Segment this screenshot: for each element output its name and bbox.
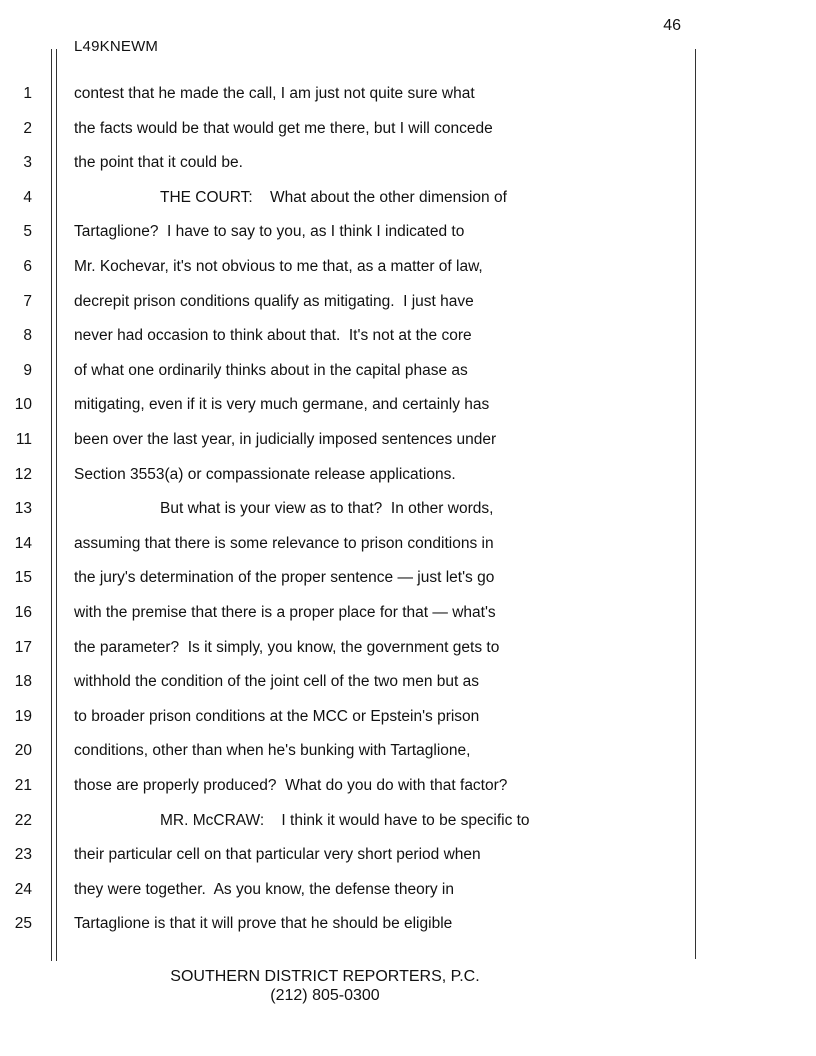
line-number: 6 bbox=[23, 258, 32, 275]
line-text: the parameter? Is it simply, you know, the government gets to bbox=[74, 638, 500, 656]
line-text: the facts would be that would get me there, but I will concede bbox=[74, 119, 493, 137]
line-number: 22 bbox=[14, 811, 32, 829]
page-number: 46 bbox=[663, 17, 681, 34]
line-number: 8 bbox=[23, 327, 32, 345]
transcript-line bbox=[0, 85, 816, 107]
line-text: to broader prison conditions at the MCC or Epstein's prison bbox=[74, 707, 480, 725]
transcript-line bbox=[0, 327, 816, 349]
line-text: Section 3553(a) or compassionate release applications. bbox=[74, 465, 456, 483]
line-number: 4 bbox=[23, 188, 32, 206]
line-text: But what is your view as to that? In other words, bbox=[160, 500, 494, 518]
footer-phone: (212) 805-0300 bbox=[270, 987, 380, 1004]
transcript-line bbox=[0, 362, 816, 384]
line-number: 17 bbox=[14, 638, 32, 656]
line-text: those are properly produced? What do you do with that factor? bbox=[74, 777, 508, 794]
line-number: 24 bbox=[14, 880, 32, 898]
line-number: 11 bbox=[15, 431, 32, 448]
transcript-line bbox=[0, 223, 816, 245]
line-number: 25 bbox=[14, 915, 32, 933]
transcript-line bbox=[0, 500, 816, 522]
line-text: they were together. As you know, the defense theory in bbox=[74, 880, 454, 898]
transcript-line bbox=[0, 742, 816, 764]
line-number: 16 bbox=[14, 604, 32, 621]
transcript-line bbox=[0, 708, 816, 730]
case-id: L49KNEWM bbox=[74, 38, 159, 55]
line-text: withhold the condition of the joint cell of the two men but as bbox=[74, 673, 479, 691]
line-number: 20 bbox=[14, 742, 32, 760]
transcript-line bbox=[0, 846, 816, 868]
line-number: 21 bbox=[14, 777, 32, 794]
line-text: with the premise that there is a proper place for that — what's bbox=[74, 604, 496, 621]
line-text: decrepit prison conditions qualify as mitigating. I just have bbox=[74, 292, 474, 310]
transcript-line bbox=[0, 673, 816, 695]
line-text: mitigating, even if it is very much germane, and certainly has bbox=[74, 396, 490, 414]
line-text: of what one ordinarily thinks about in the capital phase as bbox=[74, 361, 468, 379]
line-number: 9 bbox=[23, 361, 32, 379]
footer-reporter-name: SOUTHERN DISTRICT REPORTERS, P.C. bbox=[170, 968, 480, 985]
line-number: 15 bbox=[14, 569, 32, 587]
line-text: MR. McCRAW: I think it would have to be specific to bbox=[160, 811, 530, 829]
line-text: the point that it could be. bbox=[74, 154, 243, 172]
transcript-line bbox=[0, 293, 816, 315]
transcript-line bbox=[0, 777, 816, 799]
line-number: 3 bbox=[23, 154, 32, 172]
transcript-line bbox=[0, 189, 816, 211]
transcript-line bbox=[0, 396, 816, 418]
line-number: 23 bbox=[14, 846, 32, 864]
transcript-line bbox=[0, 881, 816, 903]
line-number: 18 bbox=[14, 673, 32, 691]
transcript-line bbox=[0, 466, 816, 488]
transcript-line bbox=[0, 604, 816, 626]
transcript-line bbox=[0, 812, 816, 834]
transcript-line bbox=[0, 154, 816, 176]
line-text: assuming that there is some relevance to prison conditions in bbox=[74, 534, 494, 552]
line-text: never had occasion to think about that. It's not at the core bbox=[74, 327, 472, 345]
line-text: their particular cell on that particular very short period when bbox=[74, 846, 481, 864]
line-number: 2 bbox=[23, 119, 32, 137]
line-number: 7 bbox=[23, 292, 32, 310]
transcript-line bbox=[0, 639, 816, 661]
line-number: 14 bbox=[14, 534, 32, 552]
line-text: THE COURT: What about the other dimension of bbox=[160, 188, 507, 206]
line-number: 1 bbox=[23, 85, 32, 102]
line-number: 10 bbox=[14, 396, 32, 414]
transcript-line bbox=[0, 120, 816, 142]
transcript-line bbox=[0, 569, 816, 591]
line-number: 13 bbox=[14, 500, 32, 518]
line-text: Tartaglione is that it will prove that he should be eligible bbox=[74, 915, 453, 933]
line-number: 19 bbox=[14, 707, 32, 725]
line-text: Mr. Kochevar, it's not obvious to me that, as a matter of law, bbox=[74, 258, 483, 275]
line-text: been over the last year, in judicially imposed sentences under bbox=[74, 431, 497, 448]
line-number: 5 bbox=[23, 223, 32, 241]
transcript-line bbox=[0, 915, 816, 937]
line-text: Tartaglione? I have to say to you, as I think I indicated to bbox=[74, 223, 465, 241]
line-number: 12 bbox=[14, 465, 32, 483]
transcript-line bbox=[0, 258, 816, 280]
transcript-line bbox=[0, 431, 816, 453]
line-text: contest that he made the call, I am just not quite sure what bbox=[74, 85, 475, 102]
footer bbox=[0, 967, 650, 1005]
line-text: the jury's determination of the proper sentence — just let's go bbox=[74, 569, 495, 587]
line-text: conditions, other than when he's bunking with Tartaglione, bbox=[74, 742, 471, 760]
transcript-line bbox=[0, 535, 816, 557]
